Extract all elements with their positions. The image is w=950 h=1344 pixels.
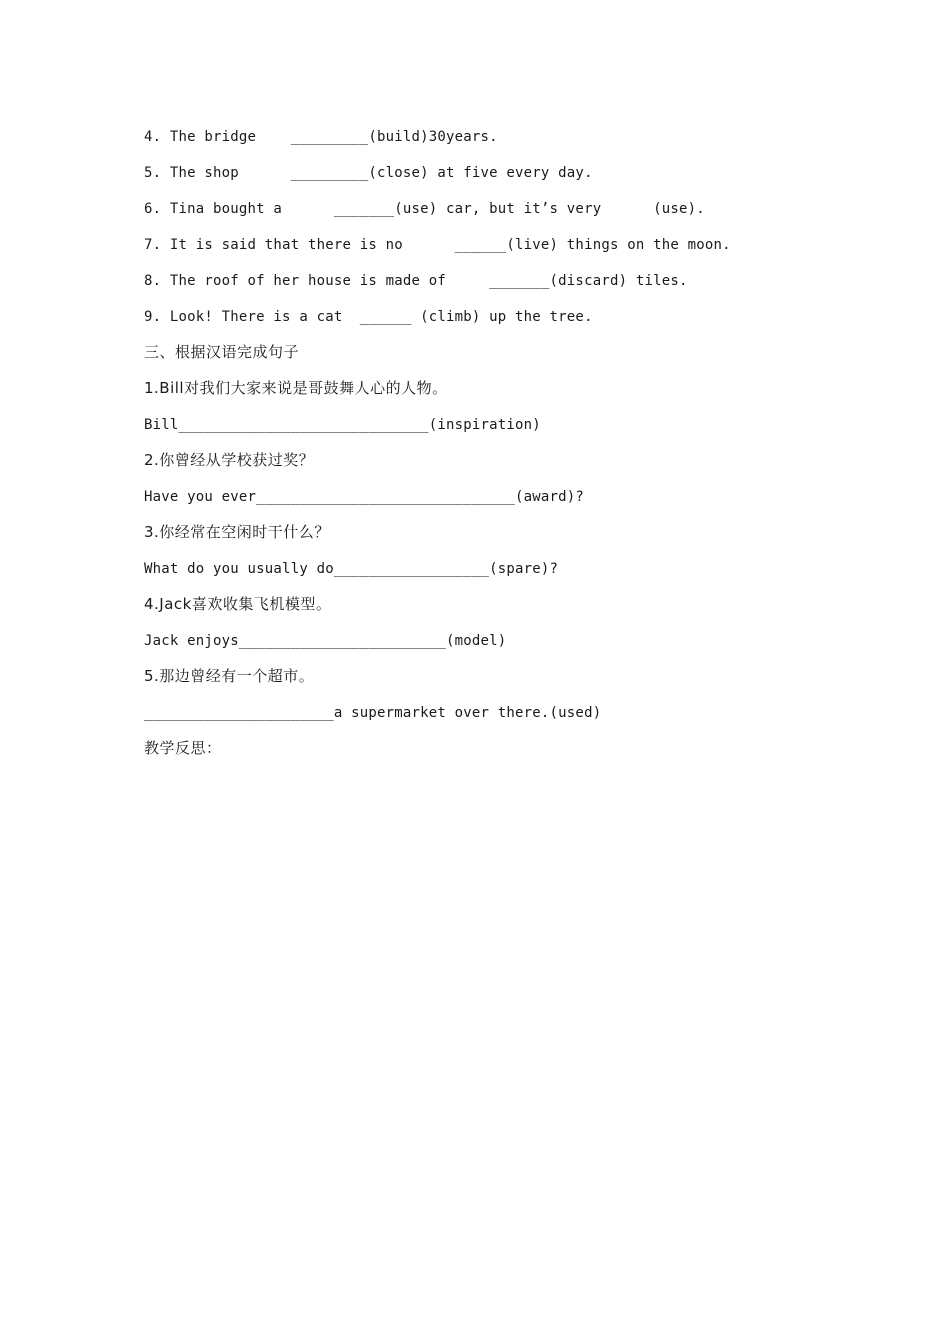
translation-prompt-2: 2.你曾经从学校获过奖？ [144, 451, 315, 469]
translation-prompt-4: 4.Jack喜欢收集飞机模型。 [144, 595, 332, 613]
exercise-line-5: 5. The shop _________(close) at five every day. [144, 165, 593, 181]
section-three-title: 三、根据汉语完成句子 [144, 343, 300, 361]
exercise-line-4: 4. The bridge _________(build)30years. [144, 129, 498, 145]
translation-answer-3: What do you usually do__________________(spare)? [144, 561, 559, 577]
translation-answer-4: Jack enjoys________________________(model) [144, 633, 507, 649]
translation-prompt-3: 3.你经常在空闲时干什么？ [144, 523, 330, 541]
translation-answer-2: Have you ever______________________________(award)? [144, 489, 585, 505]
exercise-line-7: 7. It is said that there is no ______(live) things on the moon. [144, 237, 731, 253]
exercise-line-9: 9. Look! There is a cat ______ (climb) up the tree. [144, 309, 593, 325]
exercise-line-6: 6. Tina bought a _______(use) car, but it’s very (use). [144, 201, 705, 217]
translation-answer-5: ______________________a supermarket over there.(used) [144, 705, 602, 721]
translation-prompt-1: 1.Bill对我们大家来说是哥鼓舞人心的人物。 [144, 379, 448, 397]
translation-answer-1: Bill_____________________________(inspiration) [144, 417, 541, 433]
translation-prompt-5: 5.那边曾经有一个超市。 [144, 667, 315, 685]
teaching-reflection-label: 教学反思： [144, 739, 222, 757]
exercise-line-8: 8. The roof of her house is made of _______(discard) tiles. [144, 273, 688, 289]
